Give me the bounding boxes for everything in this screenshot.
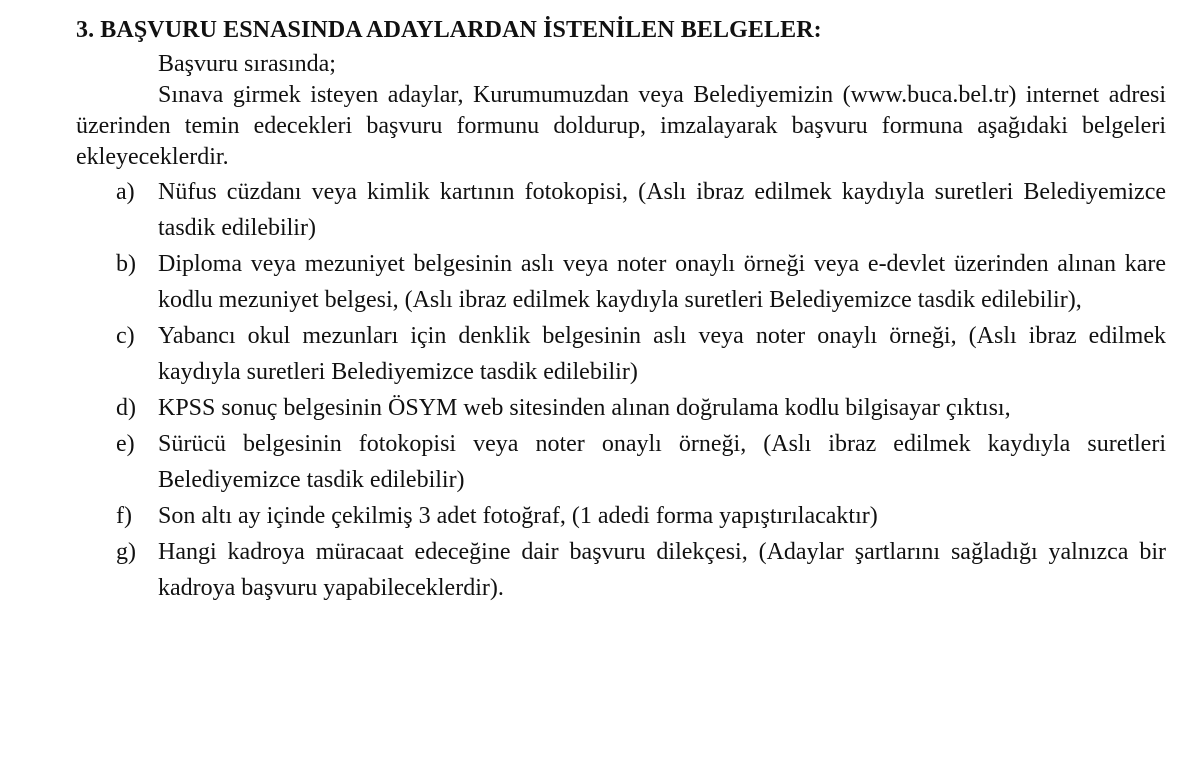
- list-item-text: Yabancı okul mezunları için denklik belgesinin aslı veya noter onaylı örneği, (Aslı ibraz edilmek kaydıyla suretleri Belediyemizce tasdik edilebilir): [158, 323, 1166, 385]
- list-marker: a): [116, 179, 135, 205]
- list-item: [76, 174, 1166, 246]
- list-item: [76, 246, 1166, 318]
- list-item-text: Son altı ay içinde çekilmiş 3 adet fotoğraf, (1 adedi forma yapıştırılacaktır): [158, 503, 878, 529]
- list-marker: b): [116, 251, 136, 277]
- intro-text: Başvuru sırasında;: [158, 51, 336, 77]
- required-documents-list: [76, 174, 1166, 606]
- list-item-text: Hangi kadroya müracaat edeceğine dair başvuru dilekçesi, (Adaylar şartlarını sağladığı yalnızca bir kadroya başvuru yapabileceklerdir).: [158, 539, 1166, 601]
- list-item-text: Nüfus cüzdanı veya kimlik kartının fotokopisi, (Aslı ibraz edilmek kaydıyla suretleri Belediyemizce tasdik edilebilir): [158, 179, 1166, 241]
- list-marker: g): [116, 539, 136, 565]
- list-item: [76, 390, 1166, 426]
- list-item-text: Diploma veya mezuniyet belgesinin aslı veya noter onaylı örneği veya e-devlet üzerinden alınan kare kodlu mezuniyet belgesi, (Aslı ibraz edilmek kaydıyla suretleri Belediyemizce tasdik edilebilir),: [158, 251, 1166, 313]
- list-item: [76, 534, 1166, 606]
- list-item-text: KPSS sonuç belgesinin ÖSYM web sitesinden alınan doğrulama kodlu bilgisayar çıktısı,: [158, 395, 1011, 421]
- list-item: [76, 318, 1166, 390]
- list-item: [76, 426, 1166, 498]
- list-item-text: Sürücü belgesinin fotokopisi veya noter onaylı örneği, (Aslı ibraz edilmek kaydıyla suretleri Belediyemizce tasdik edilebilir): [158, 431, 1166, 493]
- list-marker: c): [116, 323, 135, 349]
- section-heading: 3. BAŞVURU ESNASINDA ADAYLARDAN İSTENİLEN BELGELER:: [76, 17, 822, 43]
- list-marker: e): [116, 431, 135, 457]
- list-item: [76, 498, 1166, 534]
- list-marker: d): [116, 395, 136, 421]
- instructions-paragraph: Sınava girmek isteyen adaylar, Kurumumuzdan veya Belediyemizin (www.buca.bel.tr) internet adresi üzerinden temin edecekleri başvuru formunu doldurup, imzalayarak başvuru formuna aşağıdaki belgeleri ekleyeceklerdir.: [76, 82, 1166, 170]
- list-marker: f): [116, 503, 132, 529]
